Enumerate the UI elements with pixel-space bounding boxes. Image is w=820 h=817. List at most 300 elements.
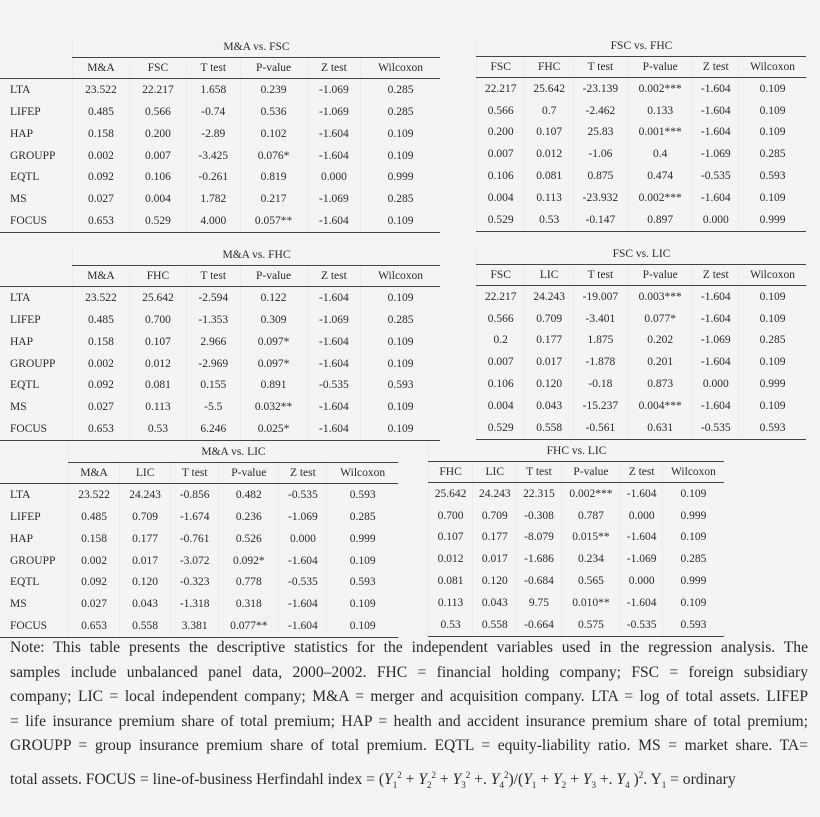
table-cell: 23.522 — [69, 484, 120, 506]
table-cell: 0.109 — [662, 592, 724, 614]
table-cell: 0.999 — [662, 570, 724, 592]
table-row — [0, 79, 440, 101]
note-focus-line: total assets. FOCUS = line-of-business Herfindahl index = ($Y_1^2 + Y_2^2 + Y_3^2$ +. $Y_4^2)/(Y_1 + Y_2 + Y_3$ +. $Y_4$ )$^2$. $Y_1$ = ordinary — [10, 769, 736, 791]
table-cell: 0.7 — [525, 100, 573, 122]
table-cell: -0.664 — [517, 614, 561, 636]
table-cell: 0.004 — [129, 188, 186, 210]
table-cell: 0.177 — [473, 527, 517, 549]
table-cell: 0.081 — [525, 165, 573, 187]
column-header: M&A — [73, 58, 130, 79]
table-fsc-vs-fhc — [476, 36, 806, 232]
table-row — [429, 483, 725, 505]
table-cell: 0.285 — [739, 143, 806, 165]
row-label: LIFEP — [10, 313, 41, 326]
table-cell: 0.53 — [525, 209, 573, 231]
table-cell: -1.069 — [307, 101, 361, 123]
table-cell: -0.308 — [517, 505, 561, 527]
column-header: Wilcoxon — [327, 463, 398, 484]
table-cell: 24.243 — [525, 286, 573, 308]
table-row — [0, 374, 440, 396]
table-cell: 0.217 — [240, 188, 307, 210]
table-row — [477, 330, 807, 352]
table-cell: 0.285 — [361, 188, 440, 210]
table-cell: -19.007 — [573, 286, 627, 308]
focus-prefix: total assets. FOCUS = line-of-business Herfindahl index = — [10, 770, 379, 788]
table-cell: -1.069 — [307, 188, 361, 210]
table-cell: 0.593 — [739, 165, 806, 187]
table-cell: 0.122 — [240, 287, 307, 309]
table-cell: 0.891 — [240, 374, 307, 396]
table-cell: 0.285 — [361, 101, 440, 123]
table-cell: -1.069 — [279, 506, 327, 528]
table-cell: -2.89 — [186, 123, 240, 145]
column-header: Wilcoxon — [739, 57, 806, 78]
column-header: T test — [517, 462, 561, 483]
table-cell: -0.684 — [517, 570, 561, 592]
column-header: P-value — [627, 265, 693, 286]
column-header: Wilcoxon — [662, 462, 724, 483]
table-cell: 0.485 — [73, 101, 130, 123]
table-row — [477, 165, 807, 187]
table-cell: -0.561 — [573, 417, 627, 439]
table-cell: 0.076* — [240, 145, 307, 167]
column-header: T test — [573, 265, 627, 286]
table-cell: -1.069 — [307, 309, 361, 331]
table-cell: 0.102 — [240, 123, 307, 145]
table-cell: 0.285 — [739, 330, 806, 352]
table-cell: 6.246 — [186, 418, 240, 440]
column-header: LIC — [120, 463, 171, 484]
table-cell: 0.003*** — [627, 286, 693, 308]
table-cell: -1.604 — [307, 353, 361, 375]
table-cell: 0.239 — [240, 79, 307, 101]
table-cell: 0.653 — [73, 210, 130, 232]
table-row — [0, 145, 440, 167]
column-header: T test — [573, 57, 627, 78]
table-cell: 0.593 — [739, 417, 806, 439]
table-row — [429, 505, 725, 527]
table-row — [0, 166, 440, 188]
table-cell: 0.109 — [662, 527, 724, 549]
table-cell: 22.217 — [129, 79, 186, 101]
column-header: P-value — [627, 57, 693, 78]
table-cell: 0.107 — [129, 331, 186, 353]
table-cell: 0.109 — [361, 396, 440, 418]
table-cell: -1.604 — [693, 395, 739, 417]
table-cell: 0.106 — [129, 166, 186, 188]
table-cell: -0.535 — [693, 417, 739, 439]
table-cell: 0.043 — [525, 395, 573, 417]
table-cell: 0.000 — [693, 209, 739, 231]
row-label: FOCUS — [0, 418, 73, 440]
row-label: FOCUS — [0, 210, 73, 232]
table-cell: 0.109 — [739, 395, 806, 417]
table-cell: -1.604 — [279, 593, 327, 615]
table-row — [0, 528, 398, 550]
row-label: LIFEP — [10, 105, 41, 118]
table-cell: -0.535 — [621, 614, 663, 636]
table-cell: 0.109 — [739, 351, 806, 373]
table-row — [0, 550, 398, 572]
table-row — [477, 351, 807, 373]
table-row — [429, 614, 725, 636]
table-title: M&A vs. FHC — [73, 244, 441, 266]
table-cell: 0.709 — [120, 506, 171, 528]
table-cell: 23.522 — [73, 79, 130, 101]
table-cell: 0.558 — [525, 417, 573, 439]
column-header: T test — [186, 266, 240, 287]
table-cell: 0.025* — [240, 418, 307, 440]
table-cell: 0.485 — [69, 506, 120, 528]
table-cell: 0.593 — [327, 484, 398, 506]
table-row — [477, 209, 807, 231]
table-cell: 0.077** — [219, 615, 279, 637]
table-cell: -15.237 — [573, 395, 627, 417]
table-cell: -0.535 — [279, 571, 327, 593]
table-cell: 0.001*** — [627, 122, 693, 144]
table-row — [0, 484, 398, 506]
table-cell: 3.381 — [171, 615, 219, 637]
table-row — [429, 570, 725, 592]
table-cell: 0.109 — [739, 286, 806, 308]
table-cell: 22.217 — [477, 78, 525, 100]
table-cell: -1.604 — [693, 100, 739, 122]
table-cell: -0.535 — [279, 484, 327, 506]
row-label: LTA — [10, 489, 31, 502]
table-title: M&A vs. FSC — [73, 36, 441, 58]
table-cell: -1.069 — [693, 143, 739, 165]
table-cell: 0.081 — [129, 374, 186, 396]
table-cell: 0.002 — [69, 550, 120, 572]
table-cell: 0.017 — [120, 550, 171, 572]
column-header: P-value — [240, 58, 307, 79]
table-cell: 0.109 — [361, 331, 440, 353]
table-cell: 0.787 — [561, 505, 621, 527]
table-cell: -1.069 — [693, 330, 739, 352]
column-header: Z test — [307, 58, 361, 79]
table-row — [477, 308, 807, 330]
table-cell: 0.999 — [739, 373, 806, 395]
table-cell: 0.000 — [693, 373, 739, 395]
table-cell: -1.686 — [517, 548, 561, 570]
table-cell: 0.177 — [120, 528, 171, 550]
table-title: FHC vs. LIC — [429, 441, 725, 462]
table-ma-vs-lic — [0, 441, 398, 638]
table-cell: -0.761 — [171, 528, 219, 550]
table-row — [0, 188, 440, 210]
table-cell: 0.004 — [477, 187, 525, 209]
table-cell: -1.604 — [279, 550, 327, 572]
table-cell: 0.113 — [429, 592, 473, 614]
table-cell: 0.53 — [129, 418, 186, 440]
table-cell: 0.109 — [361, 210, 440, 232]
column-header: Z test — [307, 266, 361, 287]
column-header: Wilcoxon — [739, 265, 806, 286]
note-line-3: company; LIC = local independent company; M&A = merger and acquisition company. LTA = log of total assets. LIFEP — [10, 688, 808, 706]
table-cell: 0.709 — [473, 505, 517, 527]
table-cell: 0.015** — [561, 527, 621, 549]
row-label: LTA — [10, 292, 31, 305]
table-cell: -0.147 — [573, 209, 627, 231]
row-label: HAP — [10, 335, 34, 348]
table-cell: 0.285 — [361, 309, 440, 331]
column-header: T test — [171, 463, 219, 484]
table-cell: -0.535 — [307, 374, 361, 396]
column-header: Z test — [693, 265, 739, 286]
table-cell: 0.53 — [429, 614, 473, 636]
table-cell: 0.007 — [477, 351, 525, 373]
table-cell: 0.032** — [240, 396, 307, 418]
table-ma-vs-fsc — [0, 36, 440, 233]
table-cell: 0.565 — [561, 570, 621, 592]
table-cell: -2.969 — [186, 353, 240, 375]
table-cell: 0.106 — [477, 373, 525, 395]
table-row — [477, 187, 807, 209]
table-cell: 0.107 — [429, 527, 473, 549]
column-header: FHC — [129, 266, 186, 287]
table-row — [0, 309, 440, 331]
column-header: FSC — [477, 265, 525, 286]
table-cell: 0.177 — [525, 330, 573, 352]
table-cell: 0.120 — [473, 570, 517, 592]
table-cell: 0.002*** — [627, 187, 693, 209]
row-label: HAP — [10, 532, 34, 545]
table-cell: 0.004*** — [627, 395, 693, 417]
table-cell: 0.285 — [327, 506, 398, 528]
table-cell: -1.604 — [307, 418, 361, 440]
column-header: Wilcoxon — [361, 58, 440, 79]
table-cell: -3.072 — [171, 550, 219, 572]
column-header: FSC — [129, 58, 186, 79]
table-cell: 0.158 — [69, 528, 120, 550]
focus-tail: = ordinary — [666, 770, 736, 788]
table-cell: 0.007 — [477, 143, 525, 165]
row-label: EQTL — [10, 171, 40, 184]
table-cell: 0.236 — [219, 506, 279, 528]
table-cell: 0.778 — [219, 571, 279, 593]
table-cell: -1.604 — [693, 78, 739, 100]
table-cell: 0.109 — [361, 287, 440, 309]
table-cell: 0.017 — [525, 351, 573, 373]
table-cell: 0.017 — [473, 548, 517, 570]
table-cell: -1.604 — [693, 122, 739, 144]
table-row — [0, 123, 440, 145]
column-header: LIC — [473, 462, 517, 483]
column-header: Z test — [693, 57, 739, 78]
table-cell: 0.526 — [219, 528, 279, 550]
table-cell: 0.318 — [219, 593, 279, 615]
table-cell: 0.575 — [561, 614, 621, 636]
table-cell: 0.593 — [662, 614, 724, 636]
table-cell: 0.653 — [73, 418, 130, 440]
table-cell: -1.604 — [621, 592, 663, 614]
table-title: FSC vs. LIC — [477, 244, 807, 265]
table-cell: 0.109 — [739, 308, 806, 330]
table-cell: -1.604 — [307, 396, 361, 418]
row-label: MS — [10, 401, 27, 414]
table-cell: -1.604 — [307, 145, 361, 167]
table-row — [477, 373, 807, 395]
table-cell: 0.999 — [327, 528, 398, 550]
table-cell: 9.75 — [517, 592, 561, 614]
column-header: P-value — [219, 463, 279, 484]
table-cell: 0.819 — [240, 166, 307, 188]
table-cell: 0.999 — [739, 209, 806, 231]
table-cell: 0.092 — [69, 571, 120, 593]
table-cell: 0.474 — [627, 165, 693, 187]
row-label: LIFEP — [10, 510, 41, 523]
table-row — [429, 527, 725, 549]
table-row — [0, 331, 440, 353]
table-row — [0, 571, 398, 593]
table-cell: 0.709 — [525, 308, 573, 330]
table-cell: 0.097* — [240, 331, 307, 353]
table-ma-vs-fhc — [0, 244, 440, 441]
table-cell: 0.027 — [69, 593, 120, 615]
table-row — [0, 287, 440, 309]
row-label: EQTL — [10, 576, 40, 589]
table-cell: 0.027 — [73, 188, 130, 210]
table-cell: -0.535 — [693, 165, 739, 187]
table-cell: 0.092 — [73, 166, 130, 188]
table-cell: -2.462 — [573, 100, 627, 122]
table-cell: 0.012 — [525, 143, 573, 165]
table-cell: 0.004 — [477, 395, 525, 417]
table-cell: 25.83 — [573, 122, 627, 144]
table-row — [477, 122, 807, 144]
row-label: GROUPP — [10, 357, 56, 370]
table-cell: 0.234 — [561, 548, 621, 570]
table-cell: 0.529 — [129, 210, 186, 232]
column-header: FHC — [429, 462, 473, 483]
table-cell: -1.604 — [307, 123, 361, 145]
table-cell: -1.069 — [621, 548, 663, 570]
note-line-1: Note: This table presents the descriptive statistics for the independent variables used in the regression analysis. The — [10, 639, 808, 656]
table-cell: 0.700 — [429, 505, 473, 527]
table-cell: 0.155 — [186, 374, 240, 396]
table-title: M&A vs. LIC — [69, 441, 399, 463]
table-cell: -0.323 — [171, 571, 219, 593]
table-row — [477, 100, 807, 122]
table-cell: -1.604 — [693, 351, 739, 373]
table-cell: 0.566 — [477, 308, 525, 330]
table-cell: 0.566 — [477, 100, 525, 122]
table-row — [0, 210, 440, 232]
row-label: HAP — [10, 127, 34, 140]
table-cell: 0.109 — [361, 123, 440, 145]
herfindahl-formula: ($Y_1^2 + Y_2^2 + Y_3^2$ +. $Y_4^2)/(Y_1 + Y_2 + Y_3$ +. $Y_4$ )$^2$ — [378, 769, 644, 791]
table-cell: -1.604 — [621, 483, 663, 505]
table-cell: -1.06 — [573, 143, 627, 165]
column-header: FHC — [525, 57, 573, 78]
table-row — [0, 418, 440, 440]
table-cell: 0.653 — [69, 615, 120, 637]
table-cell: -23.139 — [573, 78, 627, 100]
column-header: FSC — [477, 57, 525, 78]
table-cell: -1.604 — [279, 615, 327, 637]
table-cell: 1.782 — [186, 188, 240, 210]
table-cell: 0.109 — [739, 187, 806, 209]
column-header: P-value — [561, 462, 621, 483]
table-cell: 0.000 — [307, 166, 361, 188]
table-cell: -8.079 — [517, 527, 561, 549]
table-cell: -1.604 — [307, 331, 361, 353]
table-cell: 0.057** — [240, 210, 307, 232]
table-cell: 0.081 — [429, 570, 473, 592]
table-cell: 0.109 — [361, 353, 440, 375]
note-line-4: = life insurance premium share of total premium; HAP = health and accident insurance premium share of total premium; — [10, 712, 808, 730]
row-label: FOCUS — [0, 615, 69, 637]
table-cell: 2.966 — [186, 331, 240, 353]
table-cell: 0.109 — [662, 483, 724, 505]
table-cell: 0.593 — [361, 374, 440, 396]
table-cell: -1.604 — [307, 287, 361, 309]
table-cell: -1.604 — [621, 527, 663, 549]
table-cell: 0.482 — [219, 484, 279, 506]
column-header: P-value — [240, 266, 307, 287]
table-cell: 0.000 — [279, 528, 327, 550]
column-header: T test — [186, 58, 240, 79]
column-header: LIC — [525, 265, 573, 286]
table-cell: 0.109 — [739, 100, 806, 122]
table-cell: 25.642 — [525, 78, 573, 100]
table-cell: 0.120 — [525, 373, 573, 395]
table-cell: 0.097* — [240, 353, 307, 375]
table-cell: 23.522 — [73, 287, 130, 309]
table-cell: 0.529 — [477, 209, 525, 231]
table-cell: 0.043 — [473, 592, 517, 614]
table-row — [477, 417, 807, 439]
table-cell: 0.558 — [473, 614, 517, 636]
table-cell: 0.158 — [73, 331, 130, 353]
table-cell: 0.158 — [73, 123, 130, 145]
table-cell: 0.999 — [662, 505, 724, 527]
table-cell: 25.642 — [129, 287, 186, 309]
table-cell: -3.401 — [573, 308, 627, 330]
row-label: GROUPP — [10, 554, 56, 567]
table-cell: 0.002 — [73, 145, 130, 167]
table-cell: -1.604 — [693, 308, 739, 330]
table-cell: 1.658 — [186, 79, 240, 101]
table-fhc-vs-lic — [428, 441, 724, 637]
row-label: LTA — [10, 84, 31, 97]
table-cell: 0.285 — [662, 548, 724, 570]
table-cell: -3.425 — [186, 145, 240, 167]
table-row — [477, 143, 807, 165]
table-cell: 0.027 — [73, 396, 130, 418]
table-cell: 1.875 — [573, 330, 627, 352]
note-line-2: samples include unbalanced panel data, 2000–2002. FHC = financial holding company; FSC = foreign subsidiary — [10, 663, 808, 681]
table-note — [10, 636, 808, 793]
table-cell: 0.000 — [621, 570, 663, 592]
table-row — [0, 353, 440, 375]
table-cell: 0.109 — [361, 145, 440, 167]
table-cell: 0.200 — [129, 123, 186, 145]
table-row — [0, 593, 398, 615]
table-cell: 0.000 — [621, 505, 663, 527]
table-cell: 0.113 — [129, 396, 186, 418]
table-cell: 0.012 — [129, 353, 186, 375]
column-header: M&A — [69, 463, 120, 484]
focus-suffix: . Y — [643, 770, 662, 788]
table-cell: 0.120 — [120, 571, 171, 593]
row-label: MS — [10, 598, 27, 611]
table-cell: 0.999 — [361, 166, 440, 188]
table-row — [0, 615, 398, 637]
table-cell: 0.4 — [627, 143, 693, 165]
table-cell: -1.318 — [171, 593, 219, 615]
table-cell: -1.604 — [693, 286, 739, 308]
